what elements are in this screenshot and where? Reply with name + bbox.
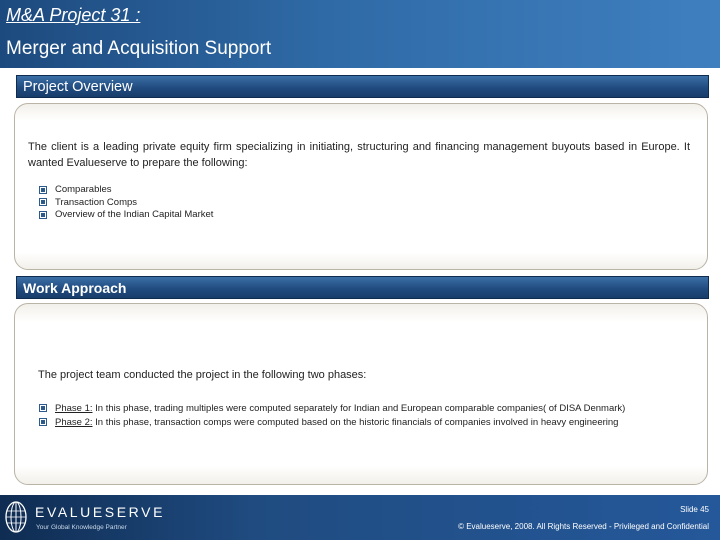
list-item [39,416,625,430]
approach-paragraph: The project team conducted the project in the following two phases: [38,369,367,381]
overview-bullet-list [39,184,213,222]
project-overview-heading: Project Overview [23,79,133,95]
slide-footer [0,495,720,540]
globe-logo-icon [4,499,28,535]
list-item [39,184,213,197]
square-bullet-icon [39,418,47,426]
brand-name: EVALUESERVE [35,504,166,520]
project-overview-bar [16,75,709,98]
phase-label: Phase 1: [55,403,93,414]
copyright-notice: © Evalueserve, 2008. All Rights Reserved - Privileged and Confidential [458,522,709,531]
phase-text: In this phase, trading multiples were computed separately for Indian and European comparable companies( of DISA Denmark) [92,403,626,414]
bullet-text: Transaction Comps [55,196,138,208]
bullet-text: Comparables [55,184,112,195]
project-title: M&A Project 31 : [6,5,141,25]
square-bullet-icon [39,211,47,219]
work-approach-panel [14,303,708,485]
list-item [39,197,213,210]
project-subtitle: Merger and Acquisition Support [6,38,272,59]
list-item [39,402,625,416]
list-item [39,209,213,222]
phase-text: In this phase, transaction comps were computed based on the historic financials of companies involved in heavy engineering [92,417,619,428]
slide-header [0,0,720,68]
bullet-text: Overview of the Indian Capital Market [55,209,214,220]
square-bullet-icon [39,186,47,194]
phase-list [39,402,625,430]
square-bullet-icon [39,198,47,206]
square-bullet-icon [39,404,47,412]
slide-number: Slide 45 [680,505,709,514]
work-approach-bar [16,276,709,299]
brand-tagline: Your Global Knowledge Partner [36,524,127,531]
work-approach-heading: Work Approach [23,280,127,296]
overview-paragraph: The client is a leading private equity firm specializing in initiating, structuring and financing management buyouts based in Europe. It wanted Evalueserve to prepare the following: [28,141,690,169]
phase-label: Phase 2: [55,417,93,428]
